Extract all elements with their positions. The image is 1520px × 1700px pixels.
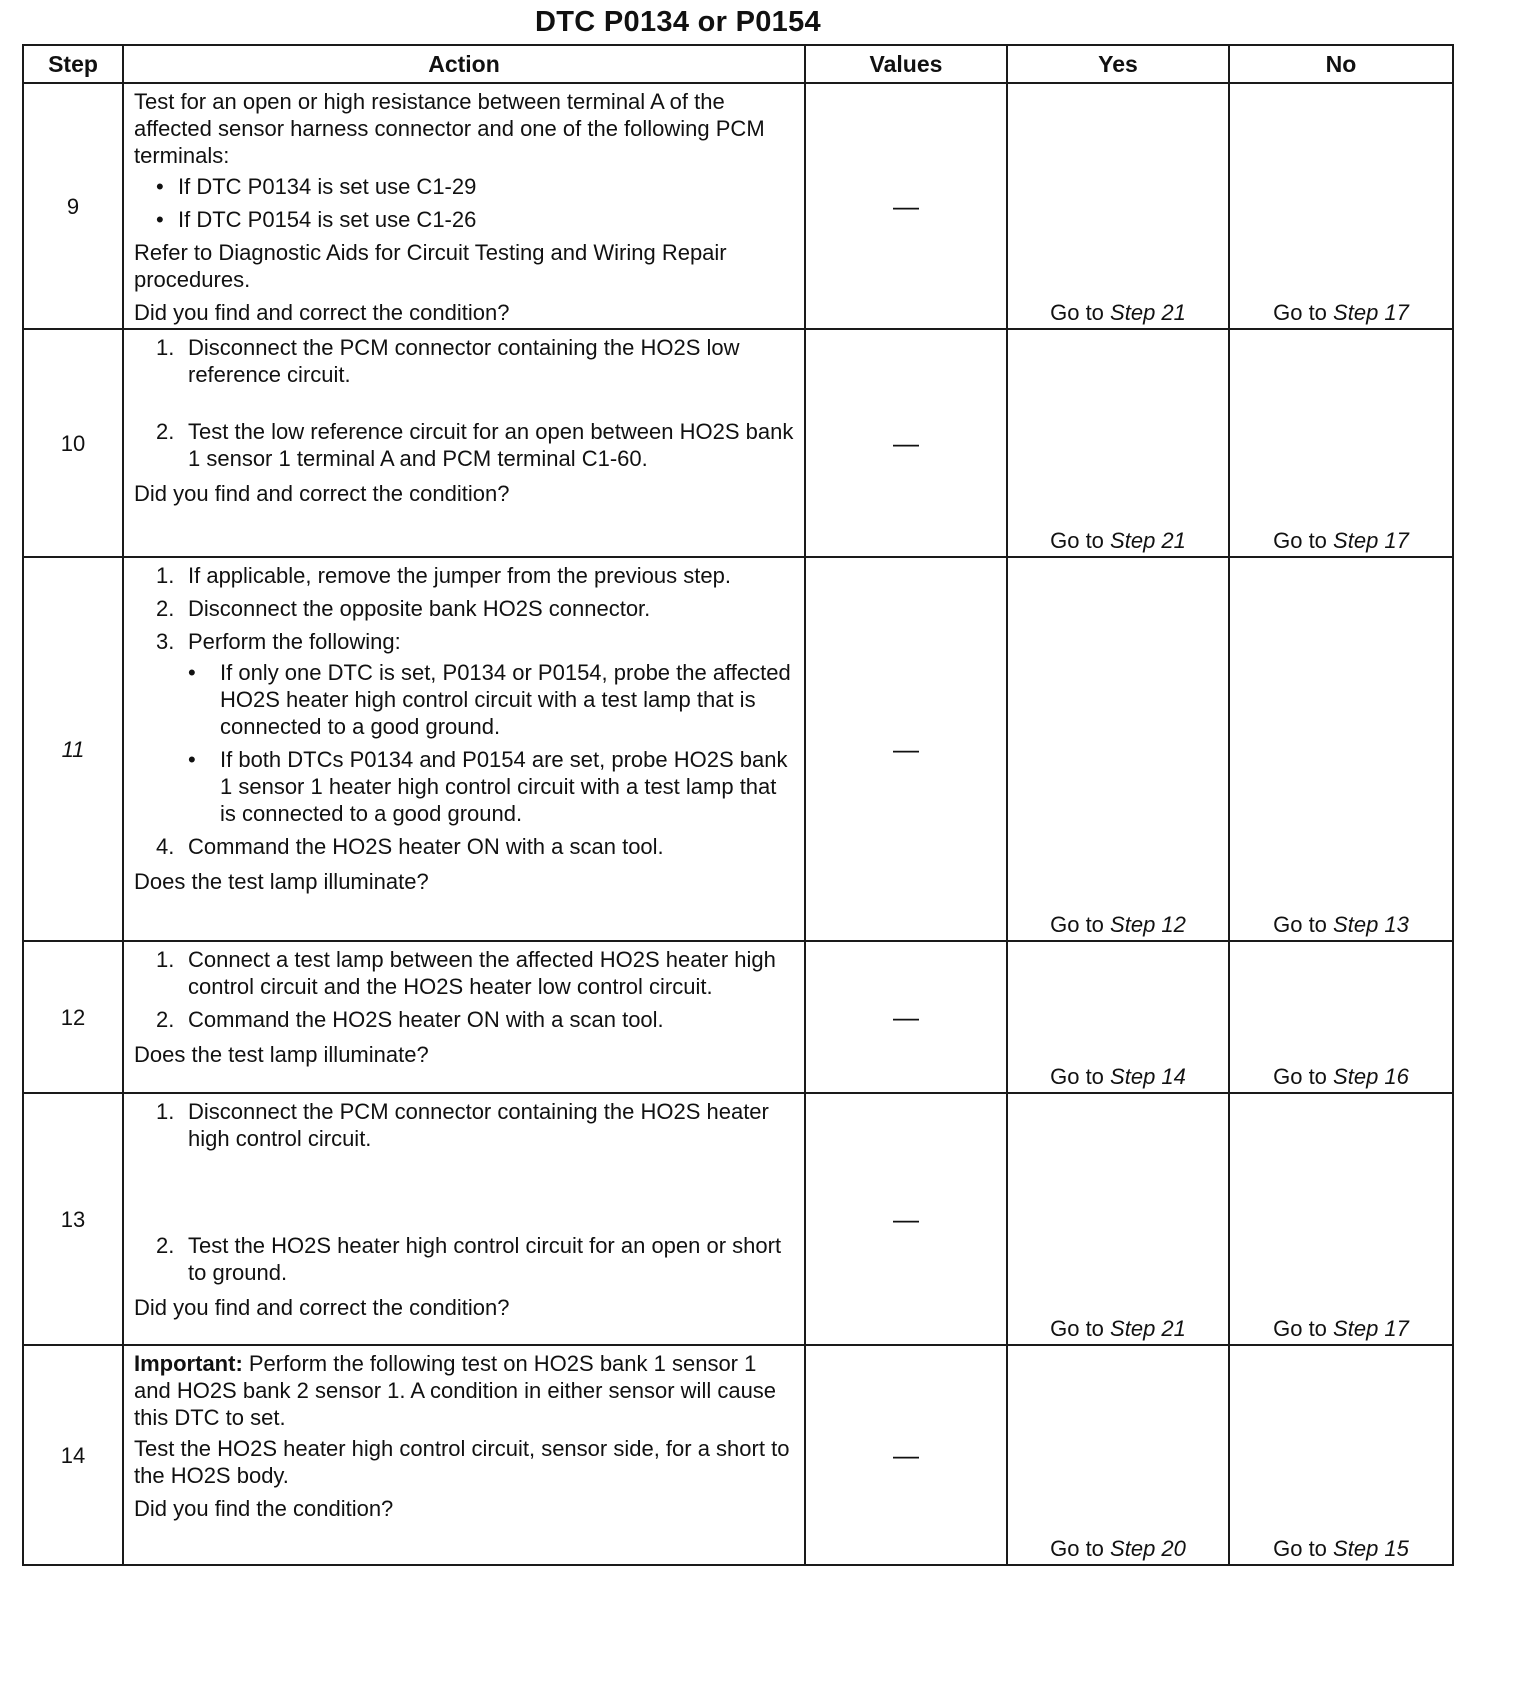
step-number: 10 bbox=[23, 329, 123, 557]
action-question: Did you find and correct the condition? bbox=[134, 1295, 510, 1320]
step-number: 11 bbox=[23, 557, 123, 941]
step-number: 14 bbox=[23, 1345, 123, 1565]
action-cell bbox=[123, 941, 805, 1093]
list-item: 2. Command the HO2S heater ON with a scan tool. bbox=[156, 1007, 664, 1032]
no-step-link[interactable]: Step 16 bbox=[1333, 1064, 1409, 1089]
list-item: 2. Disconnect the opposite bank HO2S connector. bbox=[156, 596, 651, 621]
no-step-link[interactable]: Step 17 bbox=[1333, 528, 1409, 553]
list-item: • If DTC P0134 is set use C1-29 bbox=[156, 173, 796, 200]
no-cell bbox=[1229, 941, 1453, 1093]
list-item: • If DTC P0154 is set use C1-26 bbox=[156, 206, 796, 233]
yes-step-link[interactable]: Step 12 bbox=[1110, 912, 1186, 937]
values-cell: — bbox=[805, 83, 1007, 329]
diagnostic-table bbox=[22, 44, 1454, 1566]
no-cell bbox=[1229, 329, 1453, 557]
list-item: 2. Test the HO2S heater high control circuit for an open or short to ground. bbox=[156, 1233, 782, 1285]
no-cell bbox=[1229, 83, 1453, 329]
header-values: Values bbox=[805, 45, 1007, 83]
important-text: Perform the following test on HO2S bank 1 sensor 1 and HO2S bank 2 sensor 1. A condition in either sensor will cause this DTC to set. bbox=[134, 1351, 777, 1430]
no-cell bbox=[1229, 1093, 1453, 1345]
list-item: 1. Disconnect the PCM connector containing the HO2S low reference circuit. bbox=[156, 335, 740, 387]
action-cell bbox=[123, 329, 805, 557]
step-number: 13 bbox=[23, 1093, 123, 1345]
yes-step-link[interactable]: Step 20 bbox=[1110, 1536, 1186, 1561]
list-item: 1. If applicable, remove the jumper from the previous step. bbox=[156, 563, 731, 588]
yes-cell bbox=[1007, 1345, 1229, 1565]
values-cell: — bbox=[805, 941, 1007, 1093]
no-step-link[interactable]: Step 17 bbox=[1333, 300, 1409, 325]
action-cell bbox=[123, 83, 805, 329]
yes-step-link[interactable]: Step 21 bbox=[1110, 1316, 1186, 1341]
yes-prefix: Go to bbox=[1050, 1064, 1104, 1089]
table-row bbox=[23, 83, 1453, 329]
yes-prefix: Go to bbox=[1050, 912, 1104, 937]
yes-prefix: Go to bbox=[1050, 300, 1104, 325]
numbered-list bbox=[156, 1098, 796, 1286]
values-cell: — bbox=[805, 329, 1007, 557]
action-note: Refer to Diagnostic Aids for Circuit Testing and Wiring Repair procedures. bbox=[134, 240, 727, 292]
no-prefix: Go to bbox=[1273, 528, 1327, 553]
table-row bbox=[23, 941, 1453, 1093]
page-title: DTC P0134 or P0154 bbox=[535, 6, 821, 38]
yes-cell bbox=[1007, 557, 1229, 941]
action-question: Did you find and correct the condition? bbox=[134, 481, 510, 506]
action-question: Does the test lamp illuminate? bbox=[134, 869, 429, 894]
list-item: 2. Test the low reference circuit for an open between HO2S bank 1 sensor 1 terminal A and PCM terminal C1-60. bbox=[156, 419, 794, 471]
no-cell bbox=[1229, 557, 1453, 941]
step-number: 12 bbox=[23, 941, 123, 1093]
step-number: 9 bbox=[23, 83, 123, 329]
table-row bbox=[23, 329, 1453, 557]
numbered-list bbox=[156, 946, 796, 1033]
numbered-list bbox=[156, 334, 796, 472]
yes-cell bbox=[1007, 1093, 1229, 1345]
yes-cell bbox=[1007, 329, 1229, 557]
action-cell bbox=[123, 557, 805, 941]
list-item: 3. Perform the following: • If only one DTC is set, P0134 or P0154, probe the affected HO2S heater high control circuit with a test lamp that is connected to a good ground. • If both DTCs P0134 and P0154 are set, probe HO2S bank 1 sensor 1 heater high control circuit with a test lamp that is connected to a good ground. bbox=[156, 628, 796, 827]
action-text: Test for an open or high resistance between terminal A of the affected sensor harness connector and one of the following PCM terminals: bbox=[134, 89, 765, 168]
important-label: Important: bbox=[134, 1351, 243, 1376]
yes-cell bbox=[1007, 941, 1229, 1093]
header-no: No bbox=[1229, 45, 1453, 83]
values-cell: — bbox=[805, 1093, 1007, 1345]
no-prefix: Go to bbox=[1273, 912, 1327, 937]
action-question: Did you find the condition? bbox=[134, 1496, 394, 1521]
header-step: Step bbox=[23, 45, 123, 83]
header-yes: Yes bbox=[1007, 45, 1229, 83]
no-step-link[interactable]: Step 15 bbox=[1333, 1536, 1409, 1561]
yes-cell bbox=[1007, 83, 1229, 329]
bullet-list bbox=[188, 659, 796, 827]
table-header-row bbox=[23, 45, 1453, 83]
no-step-link[interactable]: Step 17 bbox=[1333, 1316, 1409, 1341]
no-cell bbox=[1229, 1345, 1453, 1565]
list-item: 4. Command the HO2S heater ON with a scan tool. bbox=[156, 834, 664, 859]
values-cell: — bbox=[805, 1345, 1007, 1565]
yes-step-link[interactable]: Step 21 bbox=[1110, 528, 1186, 553]
no-prefix: Go to bbox=[1273, 1064, 1327, 1089]
no-step-link[interactable]: Step 13 bbox=[1333, 912, 1409, 937]
yes-prefix: Go to bbox=[1050, 1536, 1104, 1561]
no-prefix: Go to bbox=[1273, 1316, 1327, 1341]
yes-prefix: Go to bbox=[1050, 1316, 1104, 1341]
list-item: 1. Disconnect the PCM connector containing the HO2S heater high control circuit. bbox=[156, 1099, 769, 1151]
yes-step-link[interactable]: Step 14 bbox=[1110, 1064, 1186, 1089]
list-item: • If both DTCs P0134 and P0154 are set, probe HO2S bank 1 sensor 1 heater high control circuit with a test lamp that is connected to a good ground. bbox=[188, 746, 796, 827]
bullet-list bbox=[156, 173, 796, 233]
header-action: Action bbox=[123, 45, 805, 83]
numbered-list bbox=[156, 562, 796, 860]
action-text: Test the HO2S heater high control circuit, sensor side, for a short to the HO2S body. bbox=[134, 1436, 790, 1488]
list-item: • If only one DTC is set, P0134 or P0154, probe the affected HO2S heater high control circuit with a test lamp that is connected to a good ground. bbox=[188, 659, 796, 740]
no-prefix: Go to bbox=[1273, 1536, 1327, 1561]
important-note bbox=[134, 1350, 796, 1431]
table-row bbox=[23, 557, 1453, 941]
values-cell: — bbox=[805, 557, 1007, 941]
action-question: Does the test lamp illuminate? bbox=[134, 1042, 429, 1067]
yes-prefix: Go to bbox=[1050, 528, 1104, 553]
action-cell bbox=[123, 1093, 805, 1345]
yes-step-link[interactable]: Step 21 bbox=[1110, 300, 1186, 325]
table-row bbox=[23, 1345, 1453, 1565]
action-cell bbox=[123, 1345, 805, 1565]
table-row bbox=[23, 1093, 1453, 1345]
action-question: Did you find and correct the condition? bbox=[134, 300, 510, 325]
list-item: 1. Connect a test lamp between the affected HO2S heater high control circuit and the HO2S heater low control circuit. bbox=[156, 947, 776, 999]
no-prefix: Go to bbox=[1273, 300, 1327, 325]
